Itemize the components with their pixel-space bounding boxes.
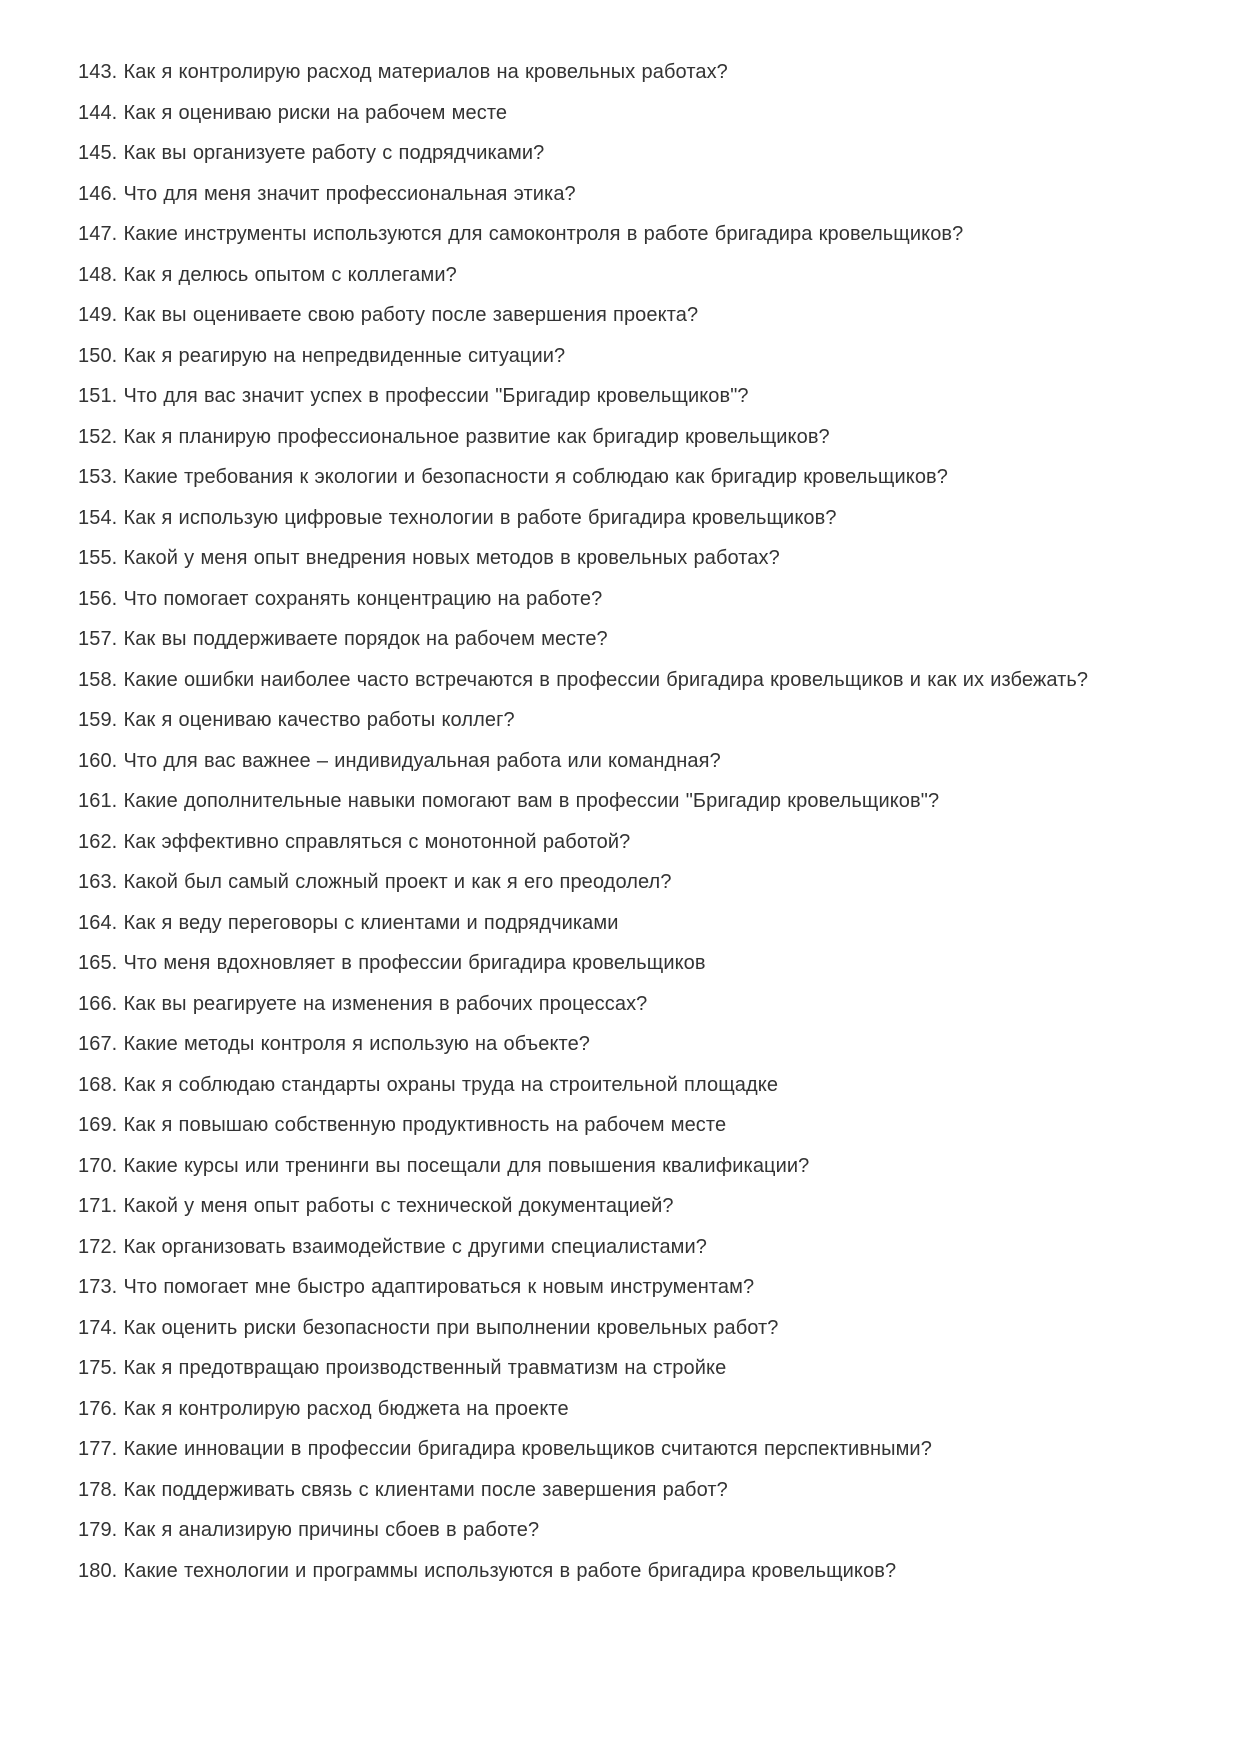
question-item: 144. Как я оцениваю риски на рабочем месте — [78, 101, 508, 124]
question-item: 169. Как я повышаю собственную продуктивность на рабочем месте — [78, 1114, 727, 1136]
question-item: 173. Что помогает мне быстро адаптироваться к новым инструментам? — [78, 1276, 755, 1298]
question-item: 159. Как я оцениваю качество работы коллег? — [78, 709, 515, 731]
question-item: 171. Какой у меня опыт работы с технической документацией? — [78, 1195, 674, 1217]
question-item: 158. Какие ошибки наиболее часто встречаются в профессии бригадира кровельщиков и как их избежать? — [78, 668, 1089, 691]
question-item: 156. Что помогает сохранять концентрацию на работе? — [78, 587, 603, 610]
question-item: 163. Какой был самый сложный проект и как я его преодолел? — [78, 871, 672, 893]
question-item: 150. Как я реагирую на непредвиденные ситуации? — [78, 344, 566, 367]
question-item: 152. Как я планирую профессиональное развитие как бригадир кровельщиков? — [78, 425, 830, 448]
question-item: 143. Как я контролирую расход материалов на кровельных работах? — [78, 61, 728, 83]
question-item: 160. Что для вас важнее – индивидуальная работа или командная? — [78, 749, 721, 772]
question-item: 166. Как вы реагируете на изменения в рабочих процессах? — [78, 992, 648, 1015]
question-item: 180. Какие технологии и программы используются в работе бригадира кровельщиков? — [78, 1559, 897, 1582]
question-item: 154. Как я использую цифровые технологии в работе бригадира кровельщиков? — [78, 506, 837, 529]
question-item: 175. Как я предотвращаю производственный травматизм на стройке — [78, 1357, 727, 1379]
question-item: 162. Как эффективно справляться с монотонной работой? — [78, 830, 631, 853]
question-item: 165. Что меня вдохновляет в профессии бригадира кровельщиков — [78, 952, 706, 974]
question-item: 148. Как я делюсь опытом с коллегами? — [78, 263, 457, 286]
question-item: 177. Какие инновации в профессии бригадира кровельщиков считаются перспективными? — [78, 1438, 932, 1460]
question-item: 157. Как вы поддерживаете порядок на рабочем месте? — [78, 628, 608, 650]
question-item: 155. Какой у меня опыт внедрения новых методов в кровельных работах? — [78, 547, 780, 569]
question-item: 153. Какие требования к экологии и безопасности я соблюдаю как бригадир кровельщиков? — [78, 466, 949, 488]
question-item: 147. Какие инструменты используются для самоконтроля в работе бригадира кровельщиков? — [78, 223, 964, 245]
question-item: 164. Как я веду переговоры с клиентами и подрядчиками — [78, 911, 619, 934]
question-item: 161. Какие дополнительные навыки помогают вам в профессии "Бригадир кровельщиков"? — [78, 790, 940, 812]
question-item: 151. Что для вас значит успех в профессии "Бригадир кровельщиков"? — [78, 385, 749, 407]
question-item: 179. Как я анализирую причины сбоев в работе? — [78, 1519, 540, 1541]
question-item: 172. Как организовать взаимодействие с другими специалистами? — [78, 1235, 708, 1258]
question-item: 176. Как я контролирую расход бюджета на проекте — [78, 1397, 569, 1420]
question-item: 167. Какие методы контроля я использую на объекте? — [78, 1033, 591, 1055]
question-item: 146. Что для меня значит профессиональная этика? — [78, 182, 576, 205]
question-item: 168. Как я соблюдаю стандарты охраны труда на строительной площадке — [78, 1073, 779, 1096]
question-item: 149. Как вы оцениваете свою работу после завершения проекта? — [78, 304, 699, 326]
question-item: 174. Как оценить риски безопасности при выполнении кровельных работ? — [78, 1316, 779, 1339]
question-item: 178. Как поддерживать связь с клиентами после завершения работ? — [78, 1478, 728, 1501]
question-item: 170. Какие курсы или тренинги вы посещали для повышения квалификации? — [78, 1154, 810, 1177]
question-item: 145. Как вы организуете работу с подрядчиками? — [78, 142, 545, 164]
